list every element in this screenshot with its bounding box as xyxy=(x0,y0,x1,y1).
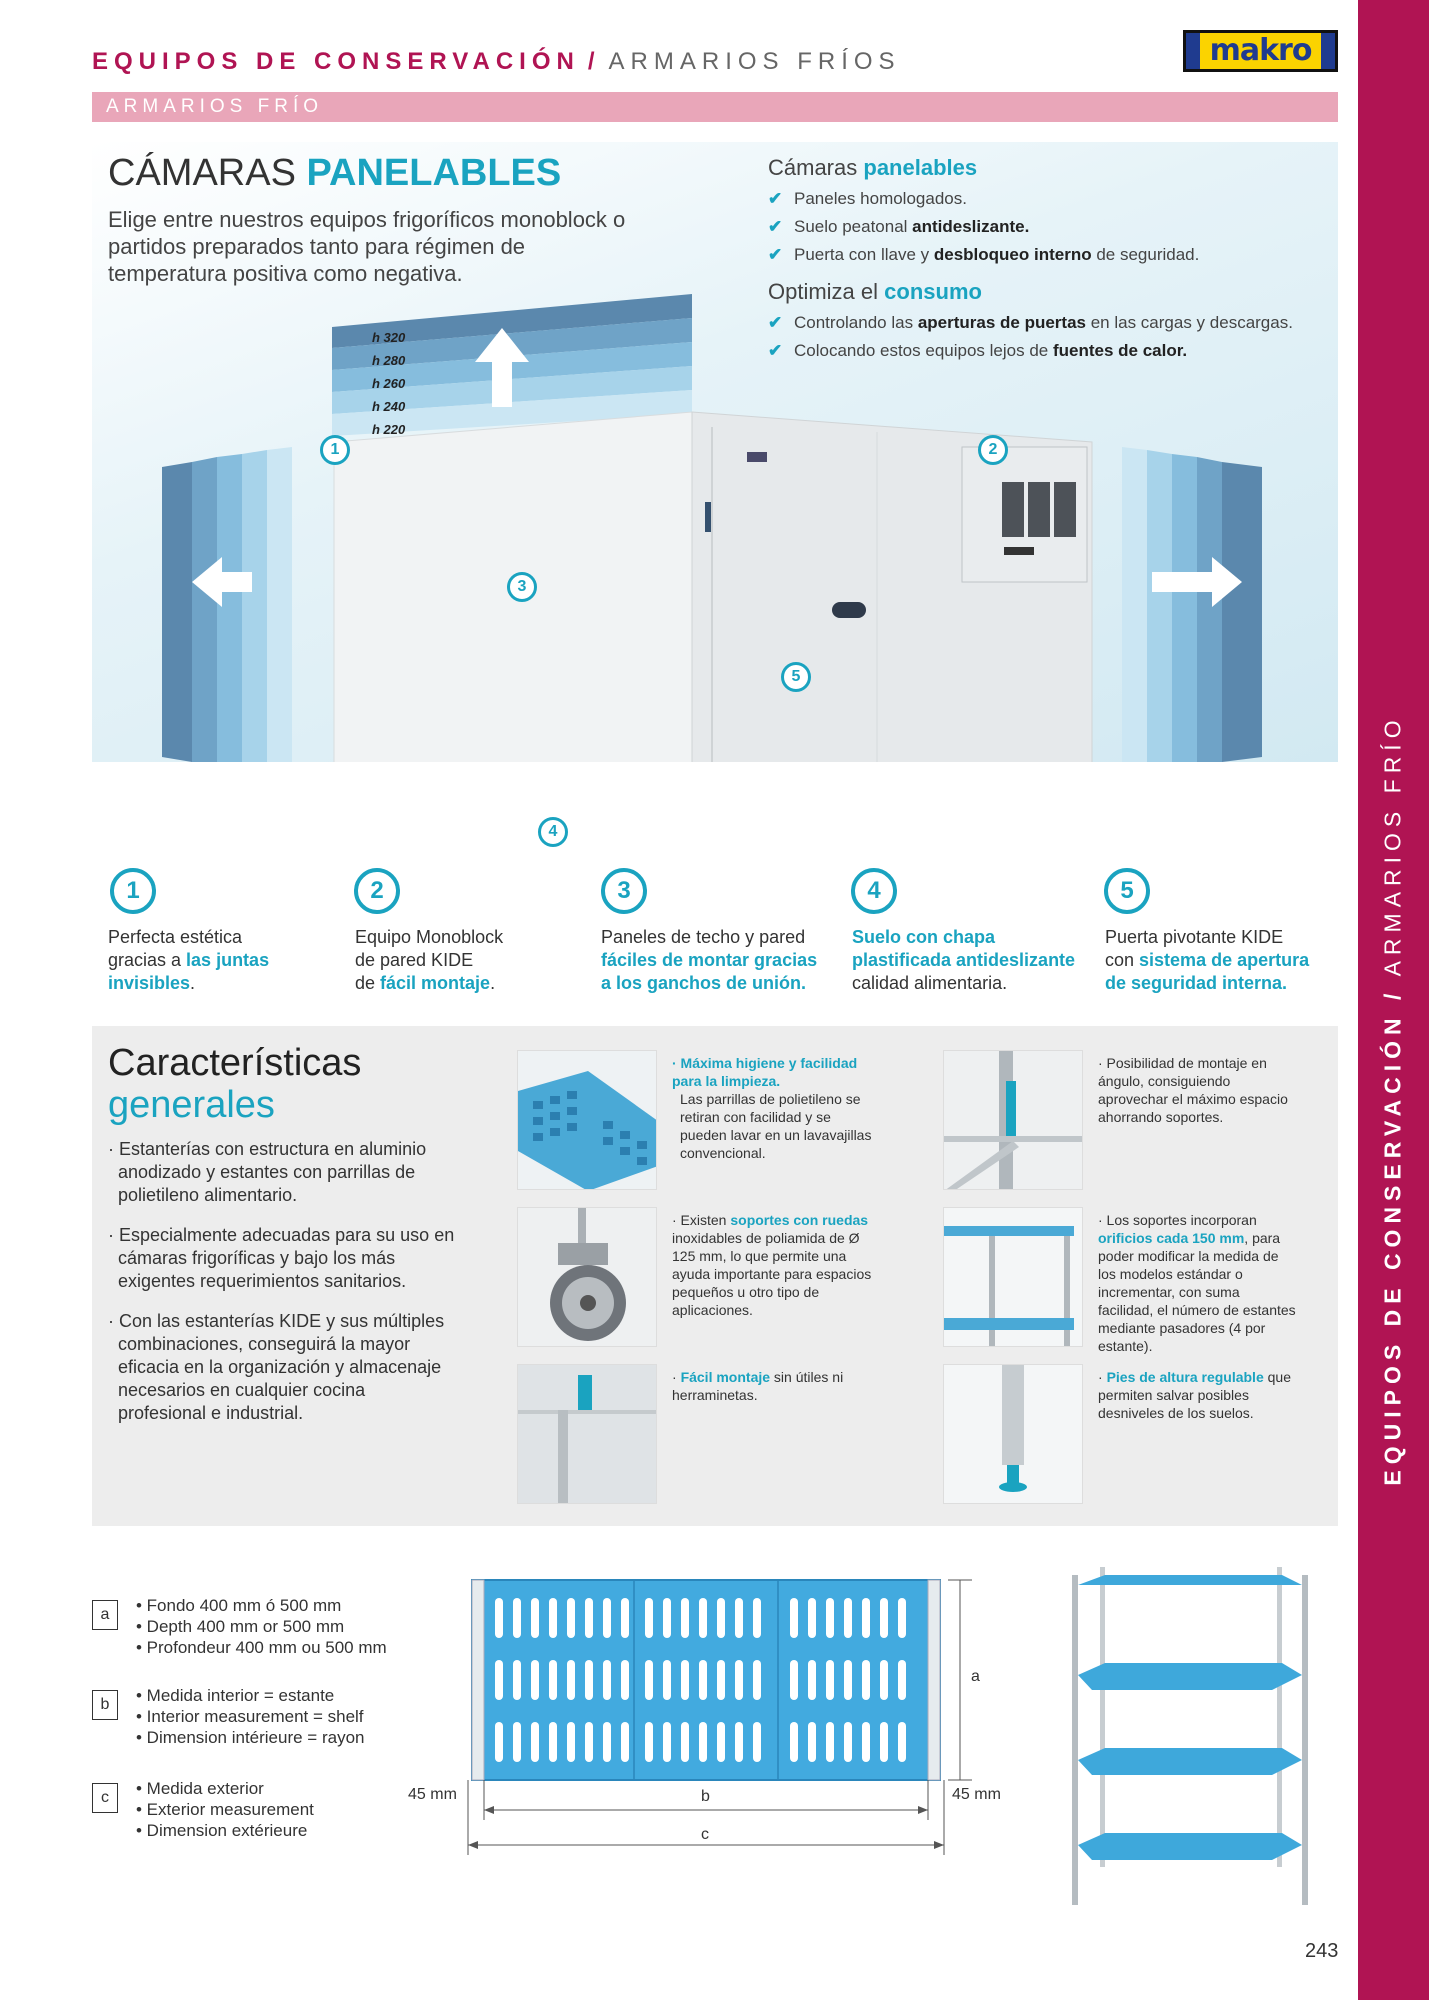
feature-cell-assembly: · Fácil montaje sin útiles ni herraminetas. xyxy=(672,1369,844,1403)
page-number: 243 xyxy=(1305,1940,1339,1962)
caption-number: 1 xyxy=(110,868,156,914)
shelf-dimension-diagram xyxy=(400,1570,1020,1870)
features-bullet: · Estanterías con estructura en aluminio anodizado y estantes con parrillas de polietileno alimentario. xyxy=(108,1139,427,1205)
caption-5: Puerta pivotante KIDE con sistema de apertura de seguridad interna. xyxy=(1105,927,1310,993)
marker-1: 1 xyxy=(320,435,350,465)
page-header-title: EQUIPOS DE CONSERVACIÓN / ARMARIOS FRÍOS xyxy=(92,48,901,75)
dim-a-label: a xyxy=(971,1668,980,1685)
check-icon: ✔ xyxy=(768,217,783,236)
marker-4: 4 xyxy=(538,817,568,847)
check-icon: ✔ xyxy=(768,313,783,332)
feature-cell-feet: · Pies de altura regulable que permiten salvar posibles desniveles de los suelos. xyxy=(1098,1369,1291,1421)
feature-item: ✔ Suelo peatonal antideslizante. xyxy=(768,213,1348,241)
caption-3: Paneles de techo y pared fáciles de montar gracias a los ganchos de unión. xyxy=(601,927,818,993)
feature-cell-corner: · Posibilidad de montaje en ángulo, consiguiendo aprovechar el máximo espacio ahorrando soportes. xyxy=(1098,1055,1288,1125)
caption-number: 3 xyxy=(601,868,647,914)
spec-c-text: • Medida exterior • Exterior measurement • Dimension extérieure xyxy=(136,1779,314,1840)
optimize-item: ✔ Colocando estos equipos lejos de fuentes de calor. xyxy=(768,337,1348,365)
features-bullet: · Especialmente adecuadas para su uso en cámaras frigoríficas y bajo los más exigentes requerimientos sanitarios. xyxy=(108,1225,455,1291)
height-label: h 220 xyxy=(372,422,406,437)
spec-a-text: • Fondo 400 mm ó 500 mm • Depth 400 mm or 500 mm • Profondeur 400 mm ou 500 mm xyxy=(136,1596,387,1657)
height-label: h 320 xyxy=(372,330,406,345)
dim-b-label: b xyxy=(701,1788,710,1805)
height-label: h 240 xyxy=(372,399,406,414)
spec-letter-a: a xyxy=(92,1600,118,1630)
optimize-heading: Optimiza el consumo xyxy=(768,279,982,304)
marker-3: 3 xyxy=(507,572,537,602)
section-bar: ARMARIOS FRÍO xyxy=(92,92,1338,122)
caption-1: Perfecta estética gracias a las juntas invisibles. xyxy=(108,927,270,993)
check-icon: ✔ xyxy=(768,189,783,208)
hero-intro: Elige entre nuestros equipos frigoríficos monoblock o partidos preparados tanto para régimen de temperatura positiva como negativa. xyxy=(108,207,626,286)
caption-number: 5 xyxy=(1104,868,1150,914)
dim-right-label: 45 mm xyxy=(952,1786,1001,1803)
feature-cell-casters: · Existen soportes con ruedas inoxidables de poliamida de Ø 125 mm, lo que permite una ayuda importante para espacios pequeños u otro tipo de aplicaciones. xyxy=(672,1212,872,1318)
assembly-photo xyxy=(517,1364,657,1504)
feature-cell-hygiene: · Máxima higiene y facilidad para la limpieza. Las parrillas de polietileno se retiran con facilidad y se pueden lavar en un lavavajillas convencional. xyxy=(672,1055,872,1161)
marker-2: 2 xyxy=(978,435,1008,465)
feature-item: ✔ Paneles homologados. xyxy=(768,185,1348,213)
shelf-grid-photo xyxy=(517,1050,657,1190)
monoblock-unit xyxy=(962,447,1087,582)
hero-features xyxy=(768,155,1348,365)
height-label: h 260 xyxy=(372,376,406,391)
features-bullet: · Con las estanterías KIDE y sus múltiples combinaciones, conseguirá la mayor eficacia en la organización y almacenaje necesarios en cualquier cocina profesional e industrial. xyxy=(108,1311,445,1423)
spec-letter-b: b xyxy=(92,1690,118,1720)
makro-logo: makro xyxy=(1183,30,1338,72)
optimize-item: ✔ Controlando las aperturas de puertas en las cargas y descargas. xyxy=(768,309,1348,337)
features-heading: Cámaras panelables xyxy=(768,155,978,180)
corner-mount-photo xyxy=(943,1050,1083,1190)
dim-c-label: c xyxy=(701,1826,709,1843)
hero-heading: CÁMARAS PANELABLES xyxy=(108,152,562,194)
caption-2: Equipo Monoblock de pared KIDE de fácil montaje. xyxy=(355,927,504,993)
spec-letter-c: c xyxy=(92,1783,118,1813)
marker-5: 5 xyxy=(781,662,811,692)
check-icon: ✔ xyxy=(768,245,783,264)
features-title: Características generales xyxy=(108,1042,362,1126)
side-band-label: EQUIPOS DE CONSERVACIÓN / ARMARIOS FRÍO xyxy=(1379,714,1406,1486)
shelf-supports-photo xyxy=(943,1207,1083,1347)
caption-number: 4 xyxy=(851,868,897,914)
caption-number: 2 xyxy=(354,868,400,914)
right-expand-graphic xyxy=(1122,447,1262,762)
left-expand-graphic xyxy=(162,447,292,762)
dim-left-label: 45 mm xyxy=(408,1786,457,1803)
caption-4: Suelo con chapa plastificada antideslizante calidad alimentaria. xyxy=(852,927,1076,993)
feature-cell-holes: · Los soportes incorporan orificios cada 150 mm, para poder modificar la medida de los modelos estándar o incrementar, con suma facilidad, el número de estantes mediante pasadores (4 por estante). xyxy=(1098,1212,1296,1354)
feature-item: ✔ Puerta con llave y desbloqueo interno de seguridad. xyxy=(768,241,1348,269)
height-label: h 280 xyxy=(372,353,406,368)
spec-b-text: • Medida interior = estante • Interior measurement = shelf • Dimension intérieure = rayon xyxy=(136,1686,365,1747)
caster-wheel-photo xyxy=(517,1207,657,1347)
adjustable-feet-photo xyxy=(943,1364,1083,1504)
check-icon: ✔ xyxy=(768,341,783,360)
shelving-unit-illustration xyxy=(1062,1565,1322,1915)
